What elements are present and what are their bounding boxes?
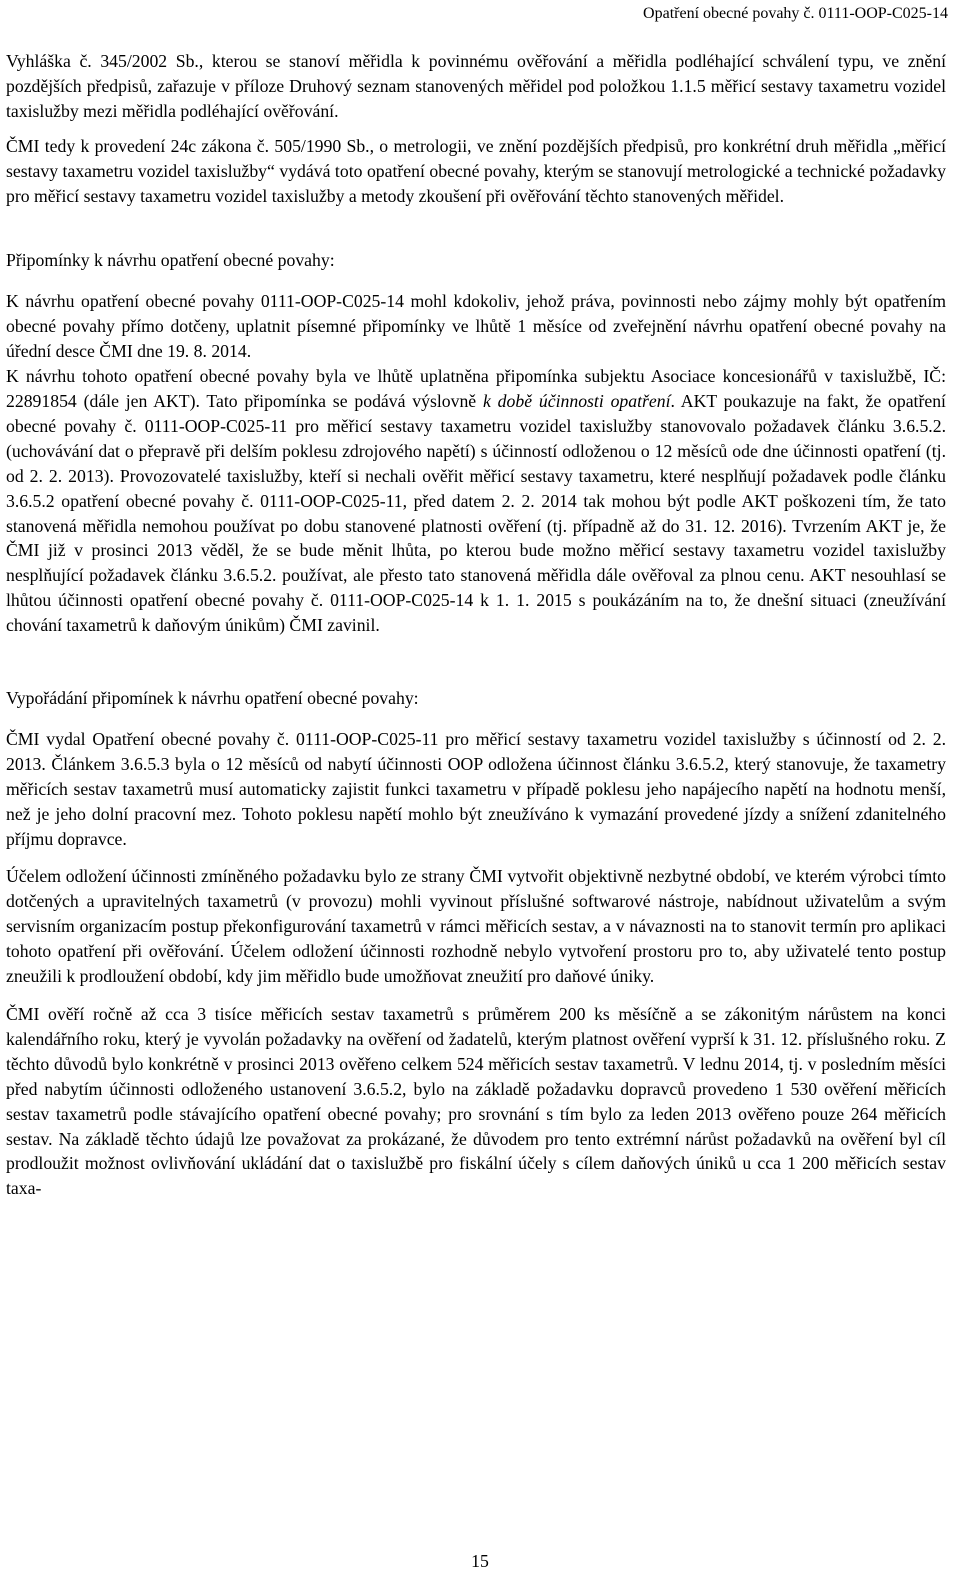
akt-comment-text-start: K návrhu tohoto opatření obecné povahy byla ve lhůtě uplatněna připomínka subjektu Asociace koncesionářů v taxislužbě, IČ: 22891854 (dále jen AKT). Tato připomínka se podává výslovně (6, 366, 946, 411)
akt-comment-text-end: . AKT poukazuje na fakt, že opatření obecné povahy č. 0111-OOP-C025-11 pro měřicí sestavy taxametru vozidel taxislužby stanovovalo požadavek článku 3.6.5.2. (uchovávání dat o přepravě při delším poklesu zdrojového napětí) s účinností odloženou o 12 měsíců ode dne účinnosti opatření (tj. od 2. 2. 2013). Provozovatelé taxislužby, kteří si nechali ověřit měřicí sestavy taxametru, které nesplňují požadavek podle článku 3.6.5.2 opatření obecné povahy č. 0111-OOP-C025-11, před datem 2. 2. 2014 tak mohou být podle AKT poškozeni tím, že tato stanovená měřidla nemohou používat po dobu stanovené platnosti ověření (tj. případně až do 31. 12. 2016). Tvrzením AKT je, že ČMI již v prosinci 2013 věděl, že se bude měnit lhůta, po kterou bude možno měřicí sestavy taxametru vozidel taxislužby nesplňující požadavek článku 3.6.5.2. používat, ale přesto tato stanovená měřidla dále ověřoval za plnou cenu. AKT nesouhlasí se lhůtou účinnosti opatření obecné povahy č. 0111-OOP-C025-14 k 1. 1. 2015 s poukázáním na to, že dnešní situaci (zneužívání chování taxametrů k daňovým únikům) ČMI zavinil. (6, 390, 946, 636)
akt-comment-emphasis: k době účinnosti opatření (483, 390, 671, 411)
section-heading-comments: Připomínky k návrhu opatření obecné povahy: (6, 250, 335, 271)
section-heading-settlement: Vypořádání připomínek k návrhu opatření obecné povahy: (6, 688, 419, 709)
paragraph-comments-right: K návrhu opatření obecné povahy 0111-OOP-C025-14 mohl kdokoliv, jehož práva, povinnosti nebo zájmy mohly být opatřením obecné povahy přímo dotčeny, uplatnit písemné připomínky ve lhůtě 1 měsíce od zveřejnění návrhu opatření obecné povahy na úřední desce ČMI dne 19. 8. 2014. (6, 291, 946, 362)
paragraph-settlement-oop: ČMI vydal Opatření obecné povahy č. 0111-OOP-C025-11 pro měřicí sestavy taxametru vozidel taxislužby s účinností od 2. 2. 2013. Článkem 3.6.5.3 byla o 12 měsíců od nabytí účinnosti OOP odložena účinnost článku 3.6.5.2, který stanovuje, že taxametry měřicích sestav taxametrů musí automaticky zajistit funkci taxametru v případě poklesu jeho napájecího napětí na hodnotu menší, než je jeho dolní pracovní mez. Tohoto poklesu napětí mohlo být zneužíváno k vymazání provedené jízdy a snížení zdanitelného příjmu dopravce. (6, 728, 946, 849)
paragraph-cmi-issues: ČMI tedy k provedení 24c zákona č. 505/1990 Sb., o metrologii, ve znění pozdějších předpisů, pro konkrétní druh měřidla „měřicí sestavy taxametru vozidel taxislužby“ vydává toto opatření obecné povahy, kterým se stanovují metrologické a technické požadavky pro měřicí sestavy taxametru vozidel taxislužby a metody zkoušení při ověřování těchto stanovených měřidel. (6, 135, 946, 206)
document-body (6, 49, 946, 1201)
running-header: Opatření obecné povahy č. 0111-OOP-C025-14 (643, 5, 948, 22)
paragraph-akt-comment (6, 364, 946, 638)
paragraph-settlement-purpose: Účelem odložení účinnosti zmíněného požadavku bylo ze strany ČMI vytvořit objektivně nezbytné období, ve kterém výrobci tímto dotčených a upravitelných taxametrů (v provozu) mohli vyvinout příslušné softwarové nástroje, nabídnout uživatelům a svým servisním organizacím postup překonfigurování taxametrů v rámci měřicích sestav, a v návaznosti na to stanovit termín pro aplikaci tohoto opatření při ověřování. Účelem odložení účinnosti rozhodně nebylo vytvoření prostoru pro to, aby uživatelé tento postup zneužili k prodloužení období, kdy jim měřidlo bude umožňovat zneužití pro daňové úniky. (6, 866, 946, 987)
paragraph-settlement-statistics: ČMI ověří ročně až cca 3 tisíce měřicích sestav taxametrů s průměrem 200 ks měsíčně a se zákonitým nárůstem na konci kalendářního roku, který je vyvolán požadavky na ověření od žadatelů, kterým platnost ověření vyprší k 31. 12. příslušného roku. Z těchto důvodů bylo konkrétně v prosinci 2013 ověřeno celkem 524 měřicích sestav taxametrů. V lednu 2014, tj. v posledním měsíci před nabytím účinnosti odloženého ustanovení 3.6.5.2, bylo na základě požadavku dopravců provedeno 1 530 ověření měřicích sestav taxametrů podle stávajícího opatření obecné povahy; pro srovnání s tím bylo za leden 2013 ověřeno pouze 264 měřicích sestav. Na základě těchto údajů lze považovat za prokázané, že důvodem pro tento extrémní nárůst požadavků na ověření byl cíl prodloužit možnost ovlivňování ukládání dat o taxislužbě pro fiskální účely s cílem daňových úniků u cca 1 200 měřicích sestav taxa- (6, 1004, 946, 1199)
paragraph-decree-reference: Vyhláška č. 345/2002 Sb., kterou se stanoví měřidla k povinnému ověřování a měřidla podléhající schválení typu, ve znění pozdějších předpisů, zařazuje v příloze Druhový seznam stanovených měřidel pod položkou 1.1.5 měřicí sestavy taxametru vozidel taxislužby mezi měřidla podléhající ověřování. (6, 51, 946, 121)
page-number: 15 (471, 1551, 489, 1571)
